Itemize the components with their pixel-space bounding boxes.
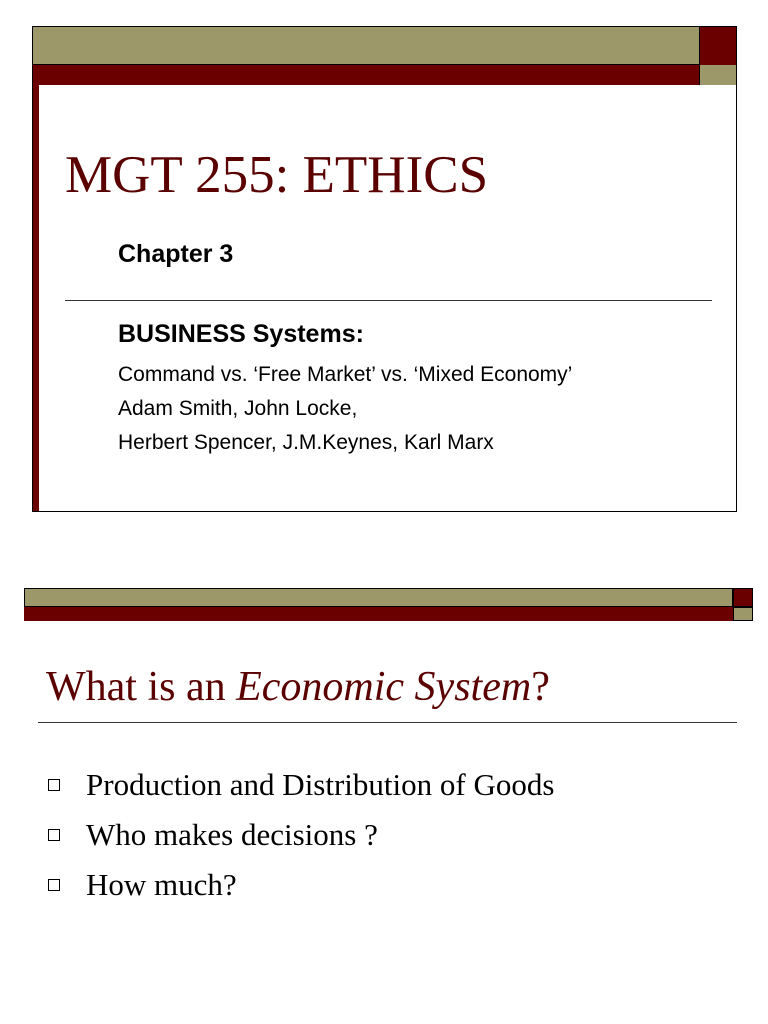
slide-title [46,663,550,711]
left-accent-bar [33,85,39,512]
subtitle-line: Herbert Spencer, J.M.Keynes, Karl Marx [118,431,494,454]
bullet-text: Who makes decisions ? [86,817,378,852]
hollow-square-icon [48,829,60,841]
divider [38,722,737,723]
header-maroon-band [24,607,733,621]
bullet-text: How much? [86,867,237,902]
corner-olive-square [733,607,753,621]
bullet-item [48,810,554,860]
hollow-square-icon [48,879,60,891]
corner-olive-square [699,65,737,85]
corner-maroon-square [699,27,737,65]
bullet-item [48,860,554,910]
section-heading: BUSINESS Systems: [118,320,364,348]
title-italic-text: Economic System [236,664,532,710]
subtitle-lines [118,358,572,460]
subtitle-line: Command vs. ‘Free Market’ vs. ‘Mixed Economy’ [118,363,573,386]
chapter-label: Chapter 3 [118,240,234,268]
header-olive-band [24,588,733,607]
hollow-square-icon [48,779,60,791]
header-maroon-band [33,65,699,85]
title-end-text: ? [531,664,550,710]
bullet-text: Production and Distribution of Goods [86,767,555,802]
subtitle-line: Adam Smith, John Locke, [118,397,358,420]
bullet-item [48,760,554,810]
slide-title: MGT 255: ETHICS [65,146,489,204]
corner-maroon-square [733,588,753,607]
bullet-list [48,760,554,910]
divider [65,300,712,301]
title-text: What is an [46,664,237,710]
slide-1 [32,26,737,512]
header-olive-band [33,27,699,65]
